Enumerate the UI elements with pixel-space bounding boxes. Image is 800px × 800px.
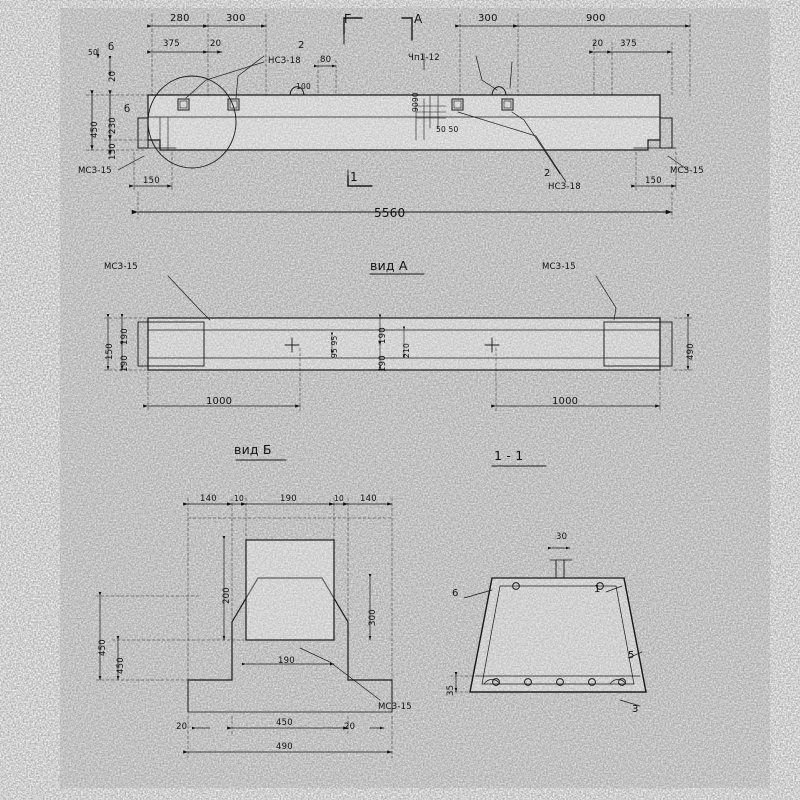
mark-b-node: б xyxy=(108,42,115,53)
section-mark-g: Г xyxy=(344,12,352,26)
section-pos-5: 5 xyxy=(628,650,635,661)
detail-b-dim-490-bottom: 490 xyxy=(276,742,293,752)
dim-450-main: 450 xyxy=(90,121,100,138)
detail-b-dim-20-right: 20 xyxy=(344,722,356,732)
dim-20-left: 20 xyxy=(210,39,222,49)
view-a-dim-190-a: 190 xyxy=(120,328,130,345)
detail-b-dim-300: 300 xyxy=(368,609,378,626)
section-mark-a: А xyxy=(414,12,423,26)
detail-b-dim-20-left: 20 xyxy=(176,722,188,732)
mark-b-inner: б xyxy=(124,104,131,115)
view-a-dim-490: 490 xyxy=(686,343,696,360)
section-dim-30: 30 xyxy=(556,532,568,542)
weld-mark-hcz-18-top: НСЗ-18 xyxy=(268,56,301,66)
view-a-dim-150: 150 xyxy=(105,343,115,360)
section-1-1-title: 1 - 1 xyxy=(494,448,524,463)
plate-mark-mcz15-right: МСЗ-15 xyxy=(670,166,704,176)
detail-b-dim-140-left: 140 xyxy=(200,494,217,504)
section-callout-1: 1 xyxy=(350,170,358,184)
plate-mark-mcz15-view-a-right: МСЗ-15 xyxy=(542,262,576,272)
section-pos-3: 3 xyxy=(632,704,639,715)
detail-b-dim-140-right: 140 xyxy=(360,494,377,504)
detail-b-dim-190-top: 190 xyxy=(280,494,297,504)
mark-2-top: 2 xyxy=(298,40,305,51)
detail-b-dim-190-inner: 190 xyxy=(278,656,295,666)
dim-80: 80 xyxy=(320,55,332,65)
dim-150-main: 150 xyxy=(108,143,118,160)
dim-150-overhang-right: 150 xyxy=(645,176,662,186)
view-a-dim-190-c: 190 xyxy=(378,327,388,344)
detail-b-dim-450-left2: 450 xyxy=(116,657,126,674)
section-pos-6: 6 xyxy=(452,588,459,599)
detail-b-plate-note: МСЗ-15 xyxy=(378,702,412,712)
plate-mark-mcz15-left: МСЗ-15 xyxy=(78,166,112,176)
dim-50-main: 50 xyxy=(88,48,98,57)
detail-b-dim-200: 200 xyxy=(222,587,232,604)
detail-b-dim-10-right: 10 xyxy=(334,494,344,503)
dim-20-main: 20 xyxy=(108,70,118,82)
weld-mark-hcz-18-bottom: НСЗ-18 xyxy=(548,182,581,192)
view-a-dim-190-b: 190 xyxy=(120,355,130,372)
detail-b-dim-450-left: 450 xyxy=(98,639,108,656)
total-length-5560: 5560 xyxy=(374,206,406,220)
detail-b-dim-10-left: 10 xyxy=(234,494,244,503)
dim-375-right: 375 xyxy=(620,39,637,49)
dim-20-right: 20 xyxy=(592,39,604,49)
weld-mark-chp1-12: Чп1-12 xyxy=(408,53,440,63)
section-pos-1: 1 xyxy=(594,584,601,595)
dim-300-right: 300 xyxy=(478,13,498,24)
dim-9090: 9090 xyxy=(411,92,420,112)
detail-b-dim-450-bottom: 450 xyxy=(276,718,293,728)
dim-300-left: 300 xyxy=(226,13,246,24)
plate-mark-mcz15-view-a-left: МСЗ-15 xyxy=(104,262,138,272)
dim-900: 900 xyxy=(586,13,606,24)
dim-100: 100 xyxy=(296,82,311,91)
view-a-dim-190-d: 190 xyxy=(378,355,388,372)
dim-150-overhang-left: 150 xyxy=(143,176,160,186)
view-a-dim-9595: 95 95 xyxy=(330,335,339,358)
mark-2-bottom: 2 xyxy=(544,168,551,179)
view-b-title: вид Б xyxy=(234,442,272,457)
section-dim-35: 35 xyxy=(446,684,456,696)
dim-280: 280 xyxy=(170,13,190,24)
view-a-title: вид А xyxy=(370,258,408,273)
dim-375-left: 375 xyxy=(163,39,180,49)
view-a-dim-1000-right: 1000 xyxy=(552,396,579,407)
view-a-dim-210: 210 xyxy=(402,343,411,358)
dim-5050: 50 50 xyxy=(436,125,459,134)
dim-230-main: 230 xyxy=(108,117,118,134)
view-a-dim-1000-left: 1000 xyxy=(206,396,233,407)
